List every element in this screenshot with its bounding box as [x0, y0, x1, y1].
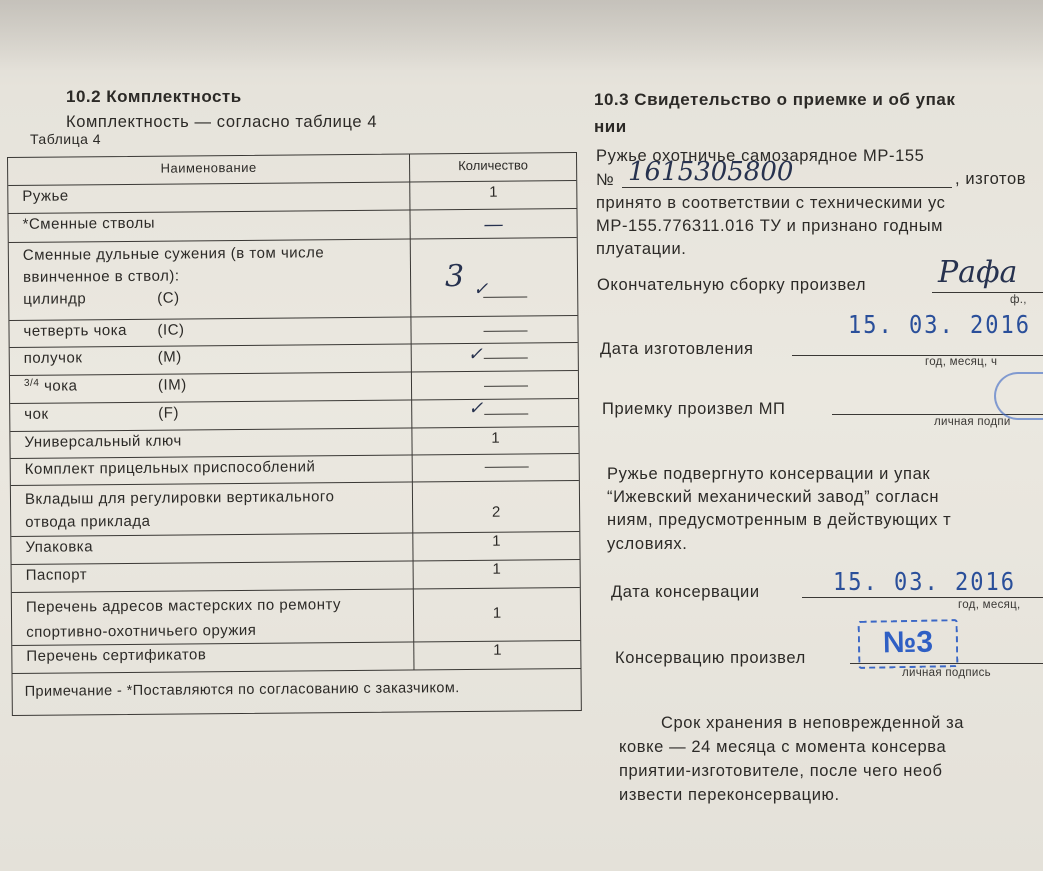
- conformity-line2: МР-155.776311.016 ТУ и признано годным: [596, 217, 944, 235]
- checkmark-icon: ✓: [468, 397, 484, 419]
- serial-number-handwritten: 1615305800: [628, 157, 794, 187]
- preservation-date-stamp: 15. 03. 2016: [833, 568, 1016, 597]
- dash: [484, 330, 528, 331]
- row-name: чок (F): [10, 400, 412, 431]
- dash: [484, 413, 528, 414]
- row-name: четверть чока (IC): [9, 317, 411, 347]
- row-qty: 1: [492, 604, 502, 622]
- row-name: Ружье: [8, 182, 410, 213]
- row-name: Упаковка: [11, 533, 413, 564]
- row-name: получок (M): [10, 344, 412, 375]
- conformity-line1: принято в соответствии с техническими ус: [596, 194, 946, 212]
- row-name: Комплект прицельных приспособлений: [11, 455, 413, 485]
- preservation-line4: условиях.: [607, 535, 688, 553]
- header-quantity: Количество: [458, 157, 529, 174]
- dash: [485, 466, 529, 467]
- top-shadow: [0, 0, 1043, 70]
- row-name: Перечень адресов мастерских по ремонту спортивно-охотничьего оружия: [12, 589, 414, 645]
- assembly-label: Окончательную сборку произвел: [597, 276, 867, 294]
- section-10-2-intro: Комплектность — согласно таблице 4: [66, 113, 378, 131]
- row-qty: 1: [492, 532, 501, 550]
- row-name: Универсальный ключ: [10, 428, 412, 458]
- assembly-line: [932, 292, 1043, 293]
- row-qty: 1: [493, 641, 502, 659]
- completeness-table: [7, 152, 582, 716]
- manufacture-date-label: Дата изготовления: [600, 340, 754, 358]
- storage-line2: ковке — 24 месяца с момента консерва: [619, 738, 947, 756]
- assembly-caption: ф.,: [1010, 294, 1027, 306]
- checkmark-icon: ✓: [473, 278, 489, 300]
- storage-line1: Срок хранения в неповрежденной за: [661, 714, 965, 732]
- manufacture-date-caption: год, месяц, ч: [925, 356, 998, 368]
- dash: [483, 296, 527, 297]
- row-qty: [412, 343, 578, 371]
- chokes-line3: цилиндр (C): [23, 289, 180, 308]
- serial-line: [622, 187, 952, 188]
- dash: [484, 357, 528, 358]
- row-qty-handwritten: —: [483, 211, 504, 236]
- acceptance-caption: личная подпи: [934, 416, 1011, 428]
- preservation-date-line: [802, 597, 1043, 598]
- acceptance-label: Приемку произвел МП: [602, 400, 786, 418]
- manufacture-date-line: [792, 355, 1043, 356]
- acceptance-stamp-edge: [994, 372, 1043, 420]
- row-qty-handwritten: 3 ✓: [411, 238, 578, 316]
- preservation-line1: Ружье подвергнуто консервации и упак: [607, 465, 931, 483]
- chokes-line2: ввинченное в ствол):: [22, 267, 180, 286]
- row-name: Перечень сертификатов: [12, 642, 414, 673]
- row-qty: 1: [491, 429, 500, 447]
- section-10-3-heading-line2: нии: [594, 117, 627, 136]
- row-qty: [413, 454, 579, 481]
- gun-name-text: Ружье охотничье самозарядное МР-155: [596, 147, 925, 165]
- preserved-by-label: Консервацию произвел: [615, 649, 806, 667]
- table-row: [12, 640, 580, 673]
- checkmark-icon: ✓: [467, 343, 483, 365]
- table-row: [12, 587, 580, 645]
- row-qty: 2: [491, 503, 501, 521]
- row-qty: 1: [489, 183, 498, 201]
- table-row-chokes: [9, 237, 578, 320]
- manufacturer-fragment: , изготов: [955, 170, 1027, 188]
- row-name: Паспорт: [12, 561, 414, 592]
- table-note: Примечание - *Поставляются по согласованию с заказчиком.: [13, 668, 581, 715]
- row-qty: [411, 316, 577, 343]
- storage-line3: приятии-изготовителе, после чего необ: [619, 762, 943, 780]
- conformity-line3: плуатации.: [596, 240, 687, 258]
- row-qty: [412, 371, 578, 399]
- manufacture-date-stamp: 15. 03. 2016: [848, 311, 1031, 340]
- chokes-line1: Сменные дульные сужения (в том числе: [22, 244, 325, 264]
- row-name: *Сменные стволы: [8, 210, 410, 242]
- row-name: [9, 239, 412, 320]
- row-name: $^{3/4}$ чока (IM): [10, 372, 412, 403]
- preservation-line3: ниям, предусмотренным в действующих т: [607, 511, 952, 529]
- table-caption: Таблица 4: [30, 131, 102, 147]
- section-10-2-heading: 10.2 Комплектность: [66, 87, 242, 106]
- row-qty: 1: [492, 560, 501, 578]
- preserved-by-caption: личная подпись: [902, 667, 991, 679]
- section-10-3-heading-line1: 10.3 Свидетельство о приемке и об упак: [594, 90, 956, 109]
- table-row: [11, 480, 579, 536]
- serial-prefix: №: [596, 171, 615, 189]
- preservation-date-label: Дата консервации: [611, 583, 760, 601]
- assembly-signature-handwritten: Рафа: [938, 255, 1018, 290]
- row-name: Вкладыш для регулировки вертикального отвода приклада: [11, 482, 413, 536]
- dash: [484, 385, 528, 386]
- row-qty: [412, 399, 578, 427]
- preservation-line2: “Ижевский механический завод” согласн: [607, 488, 940, 506]
- storage-line4: извести переконсервацию.: [619, 786, 840, 804]
- inspector-stamp: №3: [858, 619, 959, 669]
- preservation-date-caption: год, месяц,: [958, 599, 1021, 611]
- header-name: Наименование: [8, 154, 410, 185]
